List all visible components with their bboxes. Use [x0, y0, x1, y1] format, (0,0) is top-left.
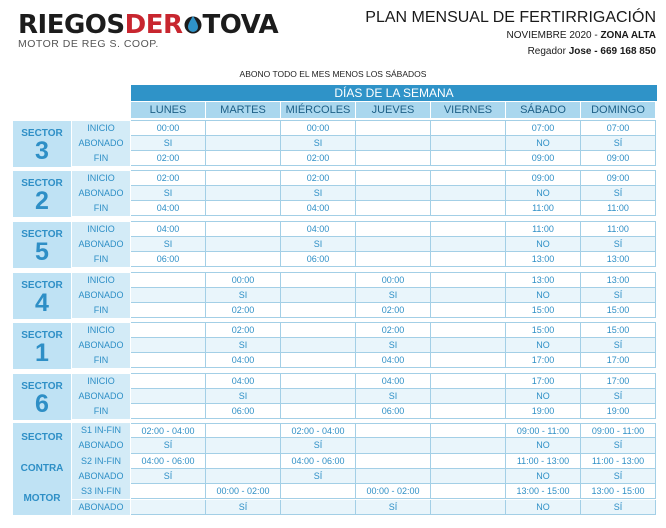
sector-label	[13, 273, 71, 319]
schedule-cell: 06:00	[281, 252, 356, 267]
sector-number: 6	[35, 390, 49, 418]
schedule-cell	[431, 221, 506, 237]
schedule-cell: 02:00	[281, 151, 356, 166]
contra-row-label: S3 IN-FIN	[72, 484, 130, 499]
schedule-note: ABONO TODO EL MES MENOS LOS SÁBADOS	[239, 69, 427, 79]
contra-group-label: CONTRA	[13, 454, 71, 485]
contra-cell: SÍ	[281, 438, 356, 453]
contra-cell: 04:00 - 06:00	[281, 454, 356, 469]
regador-contact: Regador Jose - 669 168 850	[527, 46, 656, 57]
sector-number: 1	[35, 339, 49, 367]
contra-cell: NO	[506, 438, 581, 453]
contra-cell: SÍ	[281, 469, 356, 484]
schedule-cell: 13:00	[581, 272, 656, 288]
schedule-cell: 04:00	[206, 353, 281, 368]
schedule-cell	[356, 237, 431, 252]
row-label: INICIO	[72, 121, 130, 136]
schedule-cell: 04:00	[131, 221, 206, 237]
schedule-cell: SI	[356, 389, 431, 404]
contra-row-label: S2 IN-FIN	[72, 454, 130, 469]
schedule-cell	[281, 373, 356, 389]
schedule-cell	[131, 272, 206, 288]
sector-number: 4	[35, 289, 49, 317]
schedule-cell	[431, 303, 506, 318]
schedule-cell	[206, 237, 281, 252]
schedule-cell	[131, 322, 206, 338]
schedule-cell	[131, 303, 206, 318]
schedule-cell: 02:00	[131, 170, 206, 186]
schedule-cell	[431, 389, 506, 404]
contra-cell	[431, 500, 506, 515]
schedule-cell	[131, 338, 206, 353]
row-label: FIN	[72, 201, 130, 216]
schedule-cell: NO	[506, 389, 581, 404]
schedule-cell	[281, 338, 356, 353]
logo	[18, 10, 278, 50]
row-label: ABONADO	[72, 237, 130, 252]
contra-cell: SÍ	[581, 500, 656, 515]
schedule-cell: 02:00	[131, 151, 206, 166]
schedule-cell	[356, 151, 431, 166]
schedule-cell: SI	[206, 288, 281, 303]
contra-cell: 11:00 - 13:00	[506, 454, 581, 469]
contra-cell	[431, 484, 506, 499]
schedule-cell: 09:00	[506, 151, 581, 166]
schedule-cell	[131, 288, 206, 303]
schedule-cell: 02:00	[281, 170, 356, 186]
schedule-cell: 17:00	[581, 373, 656, 389]
schedule-cell	[206, 120, 281, 136]
page-title: PLAN MENSUAL DE FERTIRRIGACIÓN	[365, 9, 656, 26]
schedule-cell: 19:00	[581, 404, 656, 419]
contra-cell	[356, 469, 431, 484]
contra-cell	[431, 454, 506, 469]
row-label: FIN	[72, 252, 130, 267]
schedule-cell: 11:00	[581, 201, 656, 216]
schedule-cell	[281, 389, 356, 404]
schedule-cell	[356, 120, 431, 136]
schedule-cell: 13:00	[506, 252, 581, 267]
schedule-cell: NO	[506, 338, 581, 353]
schedule-cell	[431, 373, 506, 389]
schedule-cell	[206, 201, 281, 216]
month-zone: NOVIEMBRE 2020 - ZONA ALTA	[506, 30, 656, 41]
sector-word: SECTOR	[21, 330, 63, 341]
contra-cell: 00:00 - 02:00	[356, 484, 431, 499]
logo-subtitle: MOTOR DE REG S. COOP.	[18, 38, 159, 50]
schedule-cell	[431, 252, 506, 267]
schedule-cell: 13:00	[581, 252, 656, 267]
schedule-cell: 04:00	[356, 373, 431, 389]
row-label: INICIO	[72, 171, 130, 186]
contra-cell: SÍ	[131, 438, 206, 453]
contra-cell	[131, 500, 206, 515]
schedule-cell	[281, 353, 356, 368]
schedule-cell	[356, 170, 431, 186]
schedule-cell	[431, 338, 506, 353]
contra-cell: 13:00 - 15:00	[506, 484, 581, 499]
schedule-cell: 04:00	[206, 373, 281, 389]
schedule-cell: 02:00	[356, 303, 431, 318]
days-band: DÍAS DE LA SEMANA	[131, 85, 657, 101]
schedule-cell	[356, 201, 431, 216]
schedule-cell: 07:00	[506, 120, 581, 136]
contra-cell: NO	[506, 469, 581, 484]
schedule-cell: NO	[506, 237, 581, 252]
day-header-4: VIERNES	[431, 102, 505, 118]
schedule-cell	[431, 136, 506, 151]
schedule-cell: SI	[281, 186, 356, 201]
sector-label	[13, 222, 71, 268]
schedule-cell	[131, 353, 206, 368]
schedule-cell: 07:00	[581, 120, 656, 136]
day-header-5: SÁBADO	[506, 102, 580, 118]
schedule-cell	[431, 151, 506, 166]
schedule-cell: SI	[131, 136, 206, 151]
schedule-cell: 06:00	[356, 404, 431, 419]
contra-cell: NO	[506, 500, 581, 515]
schedule-cell: NO	[506, 186, 581, 201]
schedule-cell: 06:00	[206, 404, 281, 419]
schedule-cell: 15:00	[506, 303, 581, 318]
row-label: ABONADO	[72, 186, 130, 201]
day-header-2: MIÉRCOLES	[281, 102, 355, 118]
sector-word: SECTOR	[21, 128, 63, 139]
schedule-cell	[206, 136, 281, 151]
contra-cell: 00:00 - 02:00	[206, 484, 281, 499]
sector-label	[13, 374, 71, 420]
row-label: FIN	[72, 303, 130, 318]
day-header-0: LUNES	[131, 102, 205, 118]
schedule-cell	[431, 186, 506, 201]
schedule-cell: 11:00	[581, 221, 656, 237]
contra-cell	[356, 423, 431, 438]
schedule-cell: 06:00	[131, 252, 206, 267]
contra-cell: SÍ	[356, 500, 431, 515]
contra-cell: 11:00 - 13:00	[581, 454, 656, 469]
schedule-cell	[206, 221, 281, 237]
schedule-cell: SÍ	[581, 389, 656, 404]
sector-number: 5	[35, 238, 49, 266]
schedule-cell: SÍ	[581, 237, 656, 252]
schedule-cell: 15:00	[581, 322, 656, 338]
contra-cell: 02:00 - 04:00	[281, 423, 356, 438]
contra-cell	[431, 438, 506, 453]
contra-group-label: SECTOR	[13, 423, 71, 454]
schedule-cell: 15:00	[581, 303, 656, 318]
schedule-cell: 02:00	[206, 322, 281, 338]
schedule-cell: SI	[356, 288, 431, 303]
schedule-cell: NO	[506, 136, 581, 151]
document-header	[365, 8, 656, 60]
contra-cell	[281, 484, 356, 499]
sector-number: 2	[35, 187, 49, 215]
contra-cell: SÍ	[581, 438, 656, 453]
schedule-cell: SÍ	[581, 136, 656, 151]
contra-row-label: S1 IN-FIN	[72, 423, 130, 438]
schedule-cell	[206, 252, 281, 267]
schedule-cell	[431, 201, 506, 216]
contra-cell	[431, 469, 506, 484]
row-label: INICIO	[72, 222, 130, 237]
schedule-cell: 04:00	[281, 201, 356, 216]
contra-cell: 09:00 - 11:00	[581, 423, 656, 438]
day-header-3: JUEVES	[356, 102, 430, 118]
schedule-cell: 09:00	[581, 151, 656, 166]
schedule-cell: 09:00	[506, 170, 581, 186]
schedule-cell: 04:00	[281, 221, 356, 237]
contra-row-label: ABONADO	[72, 500, 130, 515]
schedule-cell	[281, 404, 356, 419]
sector-word: SECTOR	[21, 178, 63, 189]
sector-word: SECTOR	[21, 229, 63, 240]
contra-cell: 04:00 - 06:00	[131, 454, 206, 469]
row-label: FIN	[72, 353, 130, 368]
schedule-cell: 17:00	[581, 353, 656, 368]
row-label: FIN	[72, 404, 130, 419]
schedule-cell: 00:00	[131, 120, 206, 136]
schedule-cell: 00:00	[356, 272, 431, 288]
row-label: INICIO	[72, 323, 130, 338]
row-label: ABONADO	[72, 338, 130, 353]
contra-cell	[281, 500, 356, 515]
contra-cell	[206, 423, 281, 438]
schedule-cell: 02:00	[206, 303, 281, 318]
schedule-cell	[431, 322, 506, 338]
schedule-cell	[431, 353, 506, 368]
schedule-cell: SÍ	[581, 186, 656, 201]
schedule-cell	[281, 303, 356, 318]
row-label: INICIO	[72, 273, 130, 288]
schedule-cell: SI	[281, 136, 356, 151]
schedule-cell: SI	[356, 338, 431, 353]
contra-cell: SÍ	[581, 469, 656, 484]
schedule-cell	[431, 237, 506, 252]
sector-label	[13, 171, 71, 217]
schedule-cell	[206, 151, 281, 166]
schedule-cell	[431, 288, 506, 303]
schedule-cell: 04:00	[131, 201, 206, 216]
sector-word: SECTOR	[21, 381, 63, 392]
schedule-cell: 00:00	[206, 272, 281, 288]
water-drop-icon	[184, 12, 202, 36]
sector-word: SECTOR	[21, 280, 63, 291]
schedule-cell: SI	[131, 237, 206, 252]
schedule-cell: SÍ	[581, 338, 656, 353]
row-label: ABONADO	[72, 288, 130, 303]
schedule-cell	[431, 272, 506, 288]
schedule-cell	[356, 186, 431, 201]
schedule-cell	[131, 389, 206, 404]
schedule-cell	[206, 186, 281, 201]
schedule-cell: SÍ	[581, 288, 656, 303]
schedule-cell: SI	[206, 389, 281, 404]
day-header-1: MARTES	[206, 102, 280, 118]
schedule-cell: 09:00	[581, 170, 656, 186]
schedule-cell: SI	[281, 237, 356, 252]
schedule-cell	[431, 120, 506, 136]
schedule-cell	[131, 404, 206, 419]
contra-row-label: ABONADO	[72, 438, 130, 453]
contra-cell	[206, 454, 281, 469]
contra-group-label: MOTOR	[13, 484, 71, 515]
contra-cell	[356, 438, 431, 453]
row-label: INICIO	[72, 374, 130, 389]
schedule-cell	[131, 373, 206, 389]
contra-cell: 13:00 - 15:00	[581, 484, 656, 499]
schedule-cell: 11:00	[506, 221, 581, 237]
contra-cell	[356, 454, 431, 469]
schedule-cell: 00:00	[281, 120, 356, 136]
sector-number: 3	[35, 137, 49, 165]
row-label: FIN	[72, 151, 130, 166]
schedule-cell: 02:00	[356, 322, 431, 338]
schedule-cell: 17:00	[506, 353, 581, 368]
contra-cell: 09:00 - 11:00	[506, 423, 581, 438]
schedule-cell: 04:00	[356, 353, 431, 368]
schedule-cell: 15:00	[506, 322, 581, 338]
schedule-cell	[356, 221, 431, 237]
row-label: ABONADO	[72, 389, 130, 404]
row-label: ABONADO	[72, 136, 130, 151]
schedule-cell	[431, 170, 506, 186]
contra-cell: SÍ	[131, 469, 206, 484]
schedule-cell	[431, 404, 506, 419]
contra-cell	[131, 484, 206, 499]
schedule-cell	[281, 272, 356, 288]
logo-wordmark: RIEGOSDER TOVA	[18, 10, 279, 40]
schedule-cell: 19:00	[506, 404, 581, 419]
contra-row-label: ABONADO	[72, 469, 130, 484]
schedule-cell: 13:00	[506, 272, 581, 288]
schedule-cell: NO	[506, 288, 581, 303]
contra-cell: SÍ	[206, 500, 281, 515]
schedule-cell	[281, 322, 356, 338]
sector-label	[13, 323, 71, 369]
schedule-cell: 11:00	[506, 201, 581, 216]
schedule-cell	[356, 136, 431, 151]
day-header-6: DOMINGO	[581, 102, 655, 118]
schedule-cell	[206, 170, 281, 186]
contra-cell: 02:00 - 04:00	[131, 423, 206, 438]
sector-label	[13, 121, 71, 167]
contra-cell	[206, 438, 281, 453]
schedule-cell: SI	[131, 186, 206, 201]
schedule-cell: 17:00	[506, 373, 581, 389]
schedule-cell	[356, 252, 431, 267]
contra-cell	[431, 423, 506, 438]
contra-cell	[206, 469, 281, 484]
schedule-cell: SI	[206, 338, 281, 353]
schedule-cell	[281, 288, 356, 303]
